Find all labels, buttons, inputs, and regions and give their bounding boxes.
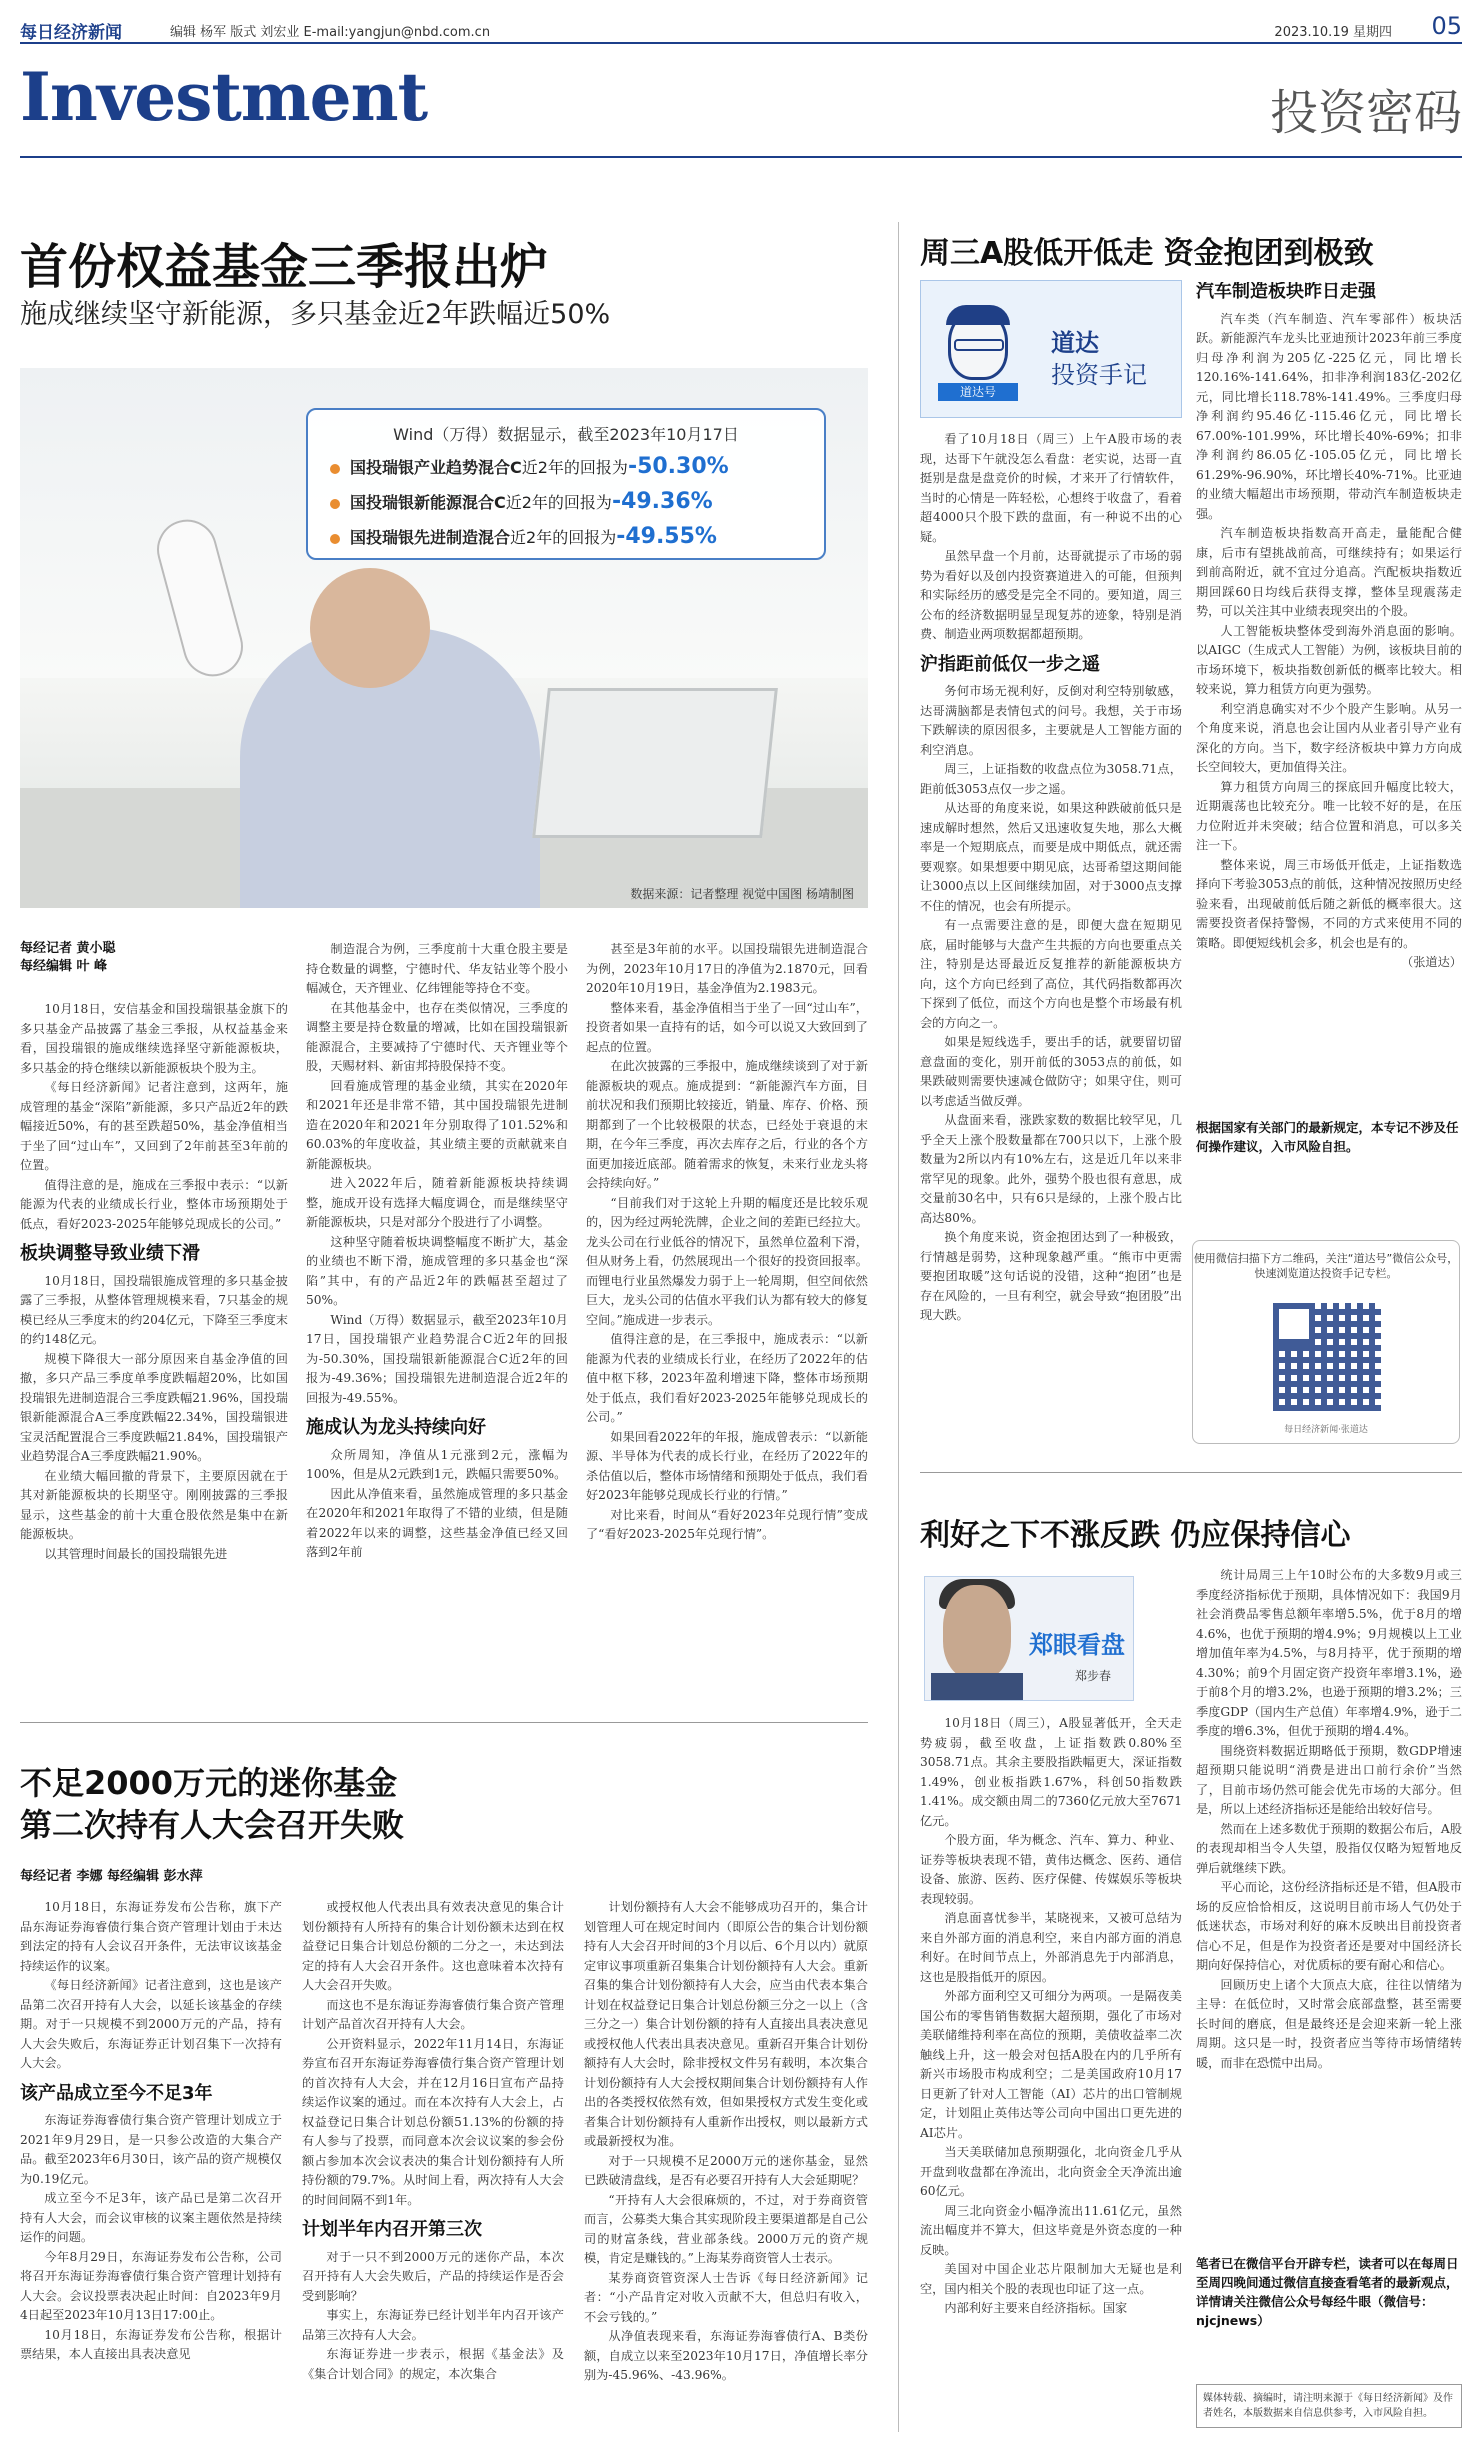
infobox-row: [330, 489, 713, 514]
paragraph: 从达哥的角度来说，如果这种跌破前低只是速成解时想然，然后又迅速收复失地，那么大概率是一个短期底点，而要是成中期低点，就还需要观察。如果想要中期见底，达哥希望这期间能让3000点以上区间继续加固，对于3000点支撑不住的情况，也会有所提示。: [920, 801, 1182, 913]
qr-instructions: 使用微信扫描下方二维码，关注“道达号”微信公众号，快速浏览道达投资手记专栏。: [1193, 1252, 1459, 1280]
paragraph: 消息面喜忧参半，某晓视来，又被可总结为来自外部方面的消息利空，来自内部方面的消息利好。在时间节点上，外部消息先于内部消息，这也是股指低开的原因。: [920, 1911, 1182, 1984]
avatar-glasses: [954, 339, 1004, 351]
column-subname: 投资手记: [1051, 361, 1147, 389]
column-logo-daoda: [920, 280, 1182, 418]
article-divider: [20, 1722, 868, 1723]
second-column-3: [584, 1898, 868, 2438]
paragraph: 整体来看，基金净值相当于坐了一回“过山车”，投资者如果一直持有的话，如今可以说又大致回到了起点的位置。: [586, 1000, 868, 1054]
lead-column-1: [20, 1000, 288, 1700]
subheading: 该产品成立至今不足3年: [20, 2082, 213, 2104]
subheading: 板块调整导致业绩下滑: [20, 1243, 200, 1264]
paragraph: 利空消息确实对不少个股产生影响。从另一个角度来说，消息也会让国内从业者引导产业有深化的方向。当下，数字经济板块中算力方向成长空间较大，更加值得关注。: [1196, 701, 1462, 774]
author-wechat-note: 笔者已在微信平台开辟专栏，读者可以在每周日至周四晚间通过微信直接查看笔者的最新观点，详情请关注微信公众号每经牛眼（微信号：njcjnews）: [1196, 2256, 1459, 2328]
return-label: 近2年的回报为: [521, 458, 628, 477]
article-divider: [920, 1472, 1462, 1473]
paragraph: 10月18日，东海证券发布公告称，根据计票结果，本人直接出具表决意见: [20, 2327, 282, 2361]
avatar-tag: 道达号: [938, 383, 1018, 401]
paragraph: 在此次披露的三季报中，施成继续谈到了对于新能源板块的观点。施成提到：“新能源汽车方面，目前状况和我们预期比较接近，销量、库存、价格、预期都到了一个比较极限的状态，已经处于衰退的末期，在今年三季度，再次去库存之后，行业的各个方面更加接近底部。随着需求的恢复，未来行业龙头将会持续向好。”: [586, 1059, 868, 1190]
second-byline: 每经记者 李娜 每经编辑 彭水萍: [20, 1869, 203, 1884]
paragraph: 对于一只规模不足2000万元的迷你基金，显然已跌破清盘线，是否有必要召开持有人大会延期呢？: [584, 2153, 868, 2187]
photo-caption: 数据来源：记者整理 视觉中国图 杨靖制图: [630, 887, 854, 901]
second-headline: [20, 1762, 404, 1846]
paragraph: 汽车制造板块指数高开高走，量能配合健康，后市有望挑战前高，可继续持有；如果运行到前高附近，就不宜过分追高。汽配板块指数近期回踩60日均线后获得支撑，整体呈现震荡走势，可以关注其中业绩表现突出的个股。: [1196, 526, 1462, 618]
paragraph: 值得注意的是，施成在三季报中表示：“以新能源为代表的业绩成长行业，整体市场预期处于低点，看好2023-2025年能够兑现成长的公司。”: [20, 1177, 288, 1231]
subheading: 计划半年内召开第三次: [302, 2219, 482, 2240]
paragraph: 周三，上证指数的收盘点位为3058.71点，距前低3053点仅一步之遥。: [920, 762, 1182, 796]
paragraph: 这种坚守随着板块调整幅度不断扩大，基金的业绩也不断下滑，施成管理的多只基金也“深陷”其中，有的产品近2年的跌幅甚至超过了50%。: [306, 1234, 568, 1307]
paragraph: 当天美联储加息预期强化，北向资金几乎从开盘到收盘都在净流出，北向资金全天净流出逾60亿元。: [920, 2145, 1182, 2198]
lead-column-3: [586, 940, 868, 1700]
paragraph: 或授权他人代表出具有效表决意见的集合计划份额持有人所持有的集合计划份额未达到在权益登记日集合计划总份额的二分之一，未达到法定的持有人大会召开条件。这也意味着本次持有人大会召开失败。: [302, 1900, 564, 1992]
paragraph: 从盘面来看，涨跌家数的数据比较罕见，几乎全天上涨个股数量都在700只以下，上涨个股数量为2所以内有10%左右，这是近几年以来非常罕见的现象。此外，强势个股也很有意思，成交量前30名中，只有6只是绿的，上涨个股占比高达80%。: [920, 1113, 1182, 1225]
paragraph: 个股方面，华为概念、汽车、算力、种业、证券等板块表现不错，黄伟达概念、医药、通信设备、旅游、医药、医疗保健、传媒娱乐等板块表现较弱。: [920, 1833, 1182, 1906]
section-title-en: Investment: [20, 58, 428, 136]
laptop-illustration: [532, 688, 778, 838]
column-name: 道达: [1051, 329, 1099, 357]
subheading: 汽车制造板块昨日走强: [1196, 282, 1376, 302]
paragraph: 制造混合为例，三季度前十大重仓股主要是持仓数量的调整，宁德时代、华友钴业等个股小幅减仓，天齐锂业、亿纬锂能等持仓不变。: [306, 942, 568, 995]
paragraph: 成立至今不足3年，该产品已是第二次召开持有人大会，而会议审核的议案主题依然是持续运作的问题。: [20, 2191, 282, 2244]
wechat-qr-panel: [1192, 1240, 1460, 1444]
fund-returns-infobox: [306, 408, 826, 560]
paragraph: 围绕资料数据近期略低于预期，数GDP增速超预期只能说明“消费是进出口前行余价”当然了，目前市场仍然可能会优先市场的大部分。但是，所以上述经济指标还是能给出较好信号。: [1196, 1743, 1462, 1816]
paragraph: 对于一只不到2000万元的迷你产品，本次召开持有人大会失败后，产品的持续运作是否会受到影响？: [302, 2249, 564, 2303]
reprint-note: 媒体转载、摘编时，请注明来源于《每日经济新闻》及作者姓名，本版数据来自信息供参考，入市风险自担。: [1196, 2384, 1462, 2428]
paragraph: 汽车类（汽车制造、汽车零部件）板块活跃。新能源汽车龙头比亚迪预计2023年前三季度归母净利润为205亿-225亿元，同比增长120.16%-141.64%，扣非净利润183亿-202亿元，同比增长118.78%-141.49%。三季度归母净利润约95.46亿-115.46亿元，同比增长67.00%-101.99%，环比增长40%-69%；扣非净利润约86.05亿-105.05亿元，同比增长61.29%-96.90%，环比增长40%-71%。比亚迪的业绩大幅超出市场预期，带动汽车制造板块走强。: [1196, 311, 1462, 521]
avatar-hair: [946, 305, 1010, 325]
bullet-dot-icon: [330, 534, 340, 544]
paragraph: 看了10月18日（周三）上午A股市场的表现，达哥下午就没怎么看盘：老实说，达哥一直挺别是盘是盘竞价的时候，才来开了行情软件，当时的心情是一阵轻松，心想终于收盘了，看着超4000只个股下跌的盘面，有一种说不出的心疑。: [920, 432, 1182, 544]
paragraph: 在业绩大幅回撤的背景下，主要原因就在于其对新能源板块的长期坚守。刚刚披露的三季报显示，这些基金的前十大重仓股依然是集中在新能源板块。: [20, 1468, 288, 1541]
paragraph: 平心而论，这份经济指标还是不错，但A股市场的反应恰恰相反，这说明目前市场人气仍处于低迷状态，市场对利好的麻木反映出目前投资者信心不足，但是作为投资者还是要对中国经济长期向好保持信心，对优质标的要有耐心和信心。: [1196, 1880, 1462, 1972]
paragraph: 统计局周三上午10时公布的大多数9月或三季度经济指标优于预期，具体情况如下：我国9月社会消费品零售总额年率增5.5%，优于8月的增4.6%，也优于预期的增4.9%；9月规模以上工业增加值年率为4.5%，与8月持平，优于预期的增4.30%；前9个月固定资产投资年率增3.1%，逊于前8个月的增3.2%，也逊于预期的增3.2%；三季度GDP（国内生产总值）年率增4.9%，逊于二季度的增6.3%，但优于预期的增4.4%。: [1196, 1568, 1462, 1738]
column-separator: [898, 222, 899, 2432]
paragraph: 外部方面利空又可细分为两项。一是隔夜美国公布的零售销售数据大超预期，强化了市场对美联储维持利率在高位的预期，美债收益率二次触线上升，这一般会对包括A股在内的几乎所有新兴市场股市构成利空；二是美国政府10月17日更新了针对人工智能（AI）芯片的出口管制规定，计划阻止英伟达等公司向中国出口更先进的AI芯片。: [920, 1989, 1182, 2140]
paragraph: 今年8月29日，东海证券发布公告称，公司将召开东海证券海睿债行集合资产管理计划持有人大会。会议投票表决起止时间：自2023年9月4日起至2023年10月13日17:00止。: [20, 2249, 282, 2322]
editor: 每经编辑 叶 峰: [20, 959, 108, 974]
paragraph: 因此从净值来看，虽然施成管理的多只基金在2020年和2021年取得了不错的业绩，但是随着2022年以来的调整，这些基金净值已经又回落到2年前: [306, 1486, 568, 1559]
page-header: [20, 14, 1462, 44]
right-top-column-1: [920, 430, 1182, 1410]
lead-byline: [20, 940, 116, 976]
issue-date: 2023.10.19 星期四: [1274, 25, 1392, 40]
subheading: 沪指距前低仅一步之遥: [920, 653, 1100, 675]
paragraph: 10月18日（周三），A股显著低开，全天走势疲弱，截至收盘，上证指数跌0.80%至3058.71点。其余主要股指跌幅更大，深证指数1.49%，创业板指跌1.67%，科创50指数跌1.41%。成交额由周二的7360亿元放大至7671亿元。: [920, 1716, 1182, 1828]
lead-headline: 首份权益基金三季报出炉: [20, 239, 549, 295]
qr-code-icon[interactable]: [1273, 1303, 1381, 1411]
infobox-row: [330, 454, 729, 479]
page-number: 05: [1431, 12, 1462, 40]
second-column-1: [20, 1898, 282, 2438]
reporter: 每经记者 黄小聪: [20, 941, 116, 956]
paragraph: “开持有人大会很麻烦的，不过，对于券商资管而言，公募类大集合其实现阶段主要渠道都是自己公司的财富条线，营业部条线。2000万元的资产规模，肯定是赚钱的。”上海某券商资管人士表示。: [584, 2192, 868, 2265]
paragraph: 值得注意的是，在三季报中，施成表示：“以新能源为代表的业绩成长行业，在经历了2022年的估值中枢下移，2023年盈利增速下降，整体市场预期处于低点，我们看好2023-2025年能够兑现成长的公司。”: [586, 1332, 868, 1424]
paragraph: 内部利好主要来自经济指标。国家: [944, 2301, 1128, 2315]
paragraph: 周三北向资金小幅净流出11.61亿元，虽然流出幅度并不算大，但这毕竟是外资态度的一种反映。: [920, 2203, 1182, 2257]
fund-name: 国投瑞银新能源混合C: [350, 493, 506, 512]
paragraph: 某券商资管资深人士告诉《每日经济新闻》记者：“小产品肯定对收入贡献不大，但总归有收入，不会亏钱的。”: [584, 2270, 868, 2324]
paragraph: 10月18日，东海证券发布公告称，旗下产品东海证券海睿债行集合资产管理计划由于未达到法定的持有人会议召开条件，无法审议该基金持续运作的议案。: [20, 1900, 282, 1973]
paragraph: Wind（万得）数据显示，截至2023年10月17日，国投瑞银产业趋势混合C近2年的回报为-50.30%，国投瑞银新能源混合C近2年的回报为-49.36%；国投瑞银先进制造混合近2年的回报为-49.55%。: [306, 1312, 568, 1405]
paragraph: 而这也不是东海证券海睿债行集合资产管理计划产品首次召开持有人大会。: [302, 1997, 564, 2031]
paragraph: 虽然早盘一个月前，达哥就提示了市场的弱势为看好以及创内投资赛道进入的可能，但预判和实际经历的感受是完全不同的。要知道，周三公布的经济数据明显呈现复苏的迹象，特别是消费、制造业两项数据都超预期。: [920, 549, 1182, 641]
fund-name: 国投瑞银先进制造混合: [350, 528, 511, 547]
bullet-dot-icon: [330, 499, 340, 509]
paragraph: 公开资料显示，2022年11月14日，东海证券宣布召开东海证券海睿债行集合资产管理计划的首次持有人大会，并在12月16日宣布产品持续运作议案的通过。而在本次持有人大会上，占权益登记日集合计划总份额51.13%的份额的持有人参与了投票，而同意本次会议议案的参会份额占参加本次会议表决的集合计划份额持有人所持份额的79.7%。从时间上看，两次持有人大会的时间间隔不到1年。: [302, 2036, 564, 2207]
return-label: 近2年的回报为: [510, 528, 617, 547]
right-top-column-2: [1196, 282, 1462, 1112]
paragraph: 《每日经济新闻》记者注意到，这两年，施成管理的基金“深陷”新能源，多只产品近2年的跌幅接近50%，有的甚至跌超50%，基金净值相当于坐了回“过山车”，又回到了2年前甚至3年前的位置。: [20, 1080, 288, 1172]
second-column-2: [302, 1898, 564, 2438]
paragraph: 在其他基金中，也存在类似情况，三季度的调整主要是持仓数量的增减，比如在国投瑞银新能源混合，主要减持了宁德时代、天齐锂业等个股，天赐材料、新宙邦持股保持不变。: [306, 1000, 568, 1073]
lead-column-2: [306, 940, 568, 1700]
paragraph: 如果回看2022年的年报，施成曾表示：“以新能源、半导体为代表的成长行业，在经历了2022年的杀估值以后，整体市场情绪和预期处于低点，我们看好2023年能够兑现成长行业的行情。”: [586, 1429, 868, 1502]
column-logo-zheng: [924, 1576, 1134, 1701]
paragraph: 《每日经济新闻》记者注意到，这也是该产品第二次召开持有人大会，以延长该基金的存续期。对于一只规模不到2000万元的产品，持有人大会失败后，东海证券正计划召集下一次持有人大会。: [20, 1978, 282, 2070]
infobox-row: [330, 524, 717, 549]
paragraph: 有一点需要注意的是，即便大盘在短期见底，届时能够与大盘产生共振的方向也要重点关注，特别是达哥最近反复推荐的新能源板块方向，这个方向已经到了高位，其代码指数都再次下探到了低位，而这个方向也是整个市场最有机会的方向之一。: [920, 918, 1182, 1030]
paragraph: 回顾历史上诸个大顶点大底，往往以情绪为主导：在低位时，又时常会底部盘整，甚至需要长时间的磨底，但是最终还是会迎来新一轮上涨周期。这只是一时，投资者应当等待市场情绪转暖，而非在恐慌中出局。: [1196, 1977, 1462, 2070]
paragraph: 众所周知，净值从1元涨到2元，涨幅为100%，但是从2元跌到1元，跌幅只需要50%。: [306, 1447, 568, 1481]
paragraph: 算力租赁方向周三的探底回升幅度比较大，近期震荡也比较充分。唯一比较不好的是，在压力位附近并未突破；结合位置和消息，可以多关注一下。: [1196, 779, 1462, 852]
fund-name: 国投瑞银产业趋势混合C: [350, 458, 522, 477]
paragraph: 然而在上述多数优于预期的数据公布后，A股的表现却相当令人失望，股指仅仅略为短暂地反弹后就继续下跌。: [1196, 1821, 1462, 1875]
daoda-avatar-icon: [938, 305, 1018, 399]
headline-line: 第二次持有人大会召开失败: [20, 1806, 405, 1844]
paragraph: 如果是短线选手，要出手的话，就要留切留意盘面的变化，别开前低的3053点的前低，如果跌破则需要快速减仓做防守；如果守住，则可以考虑适当做反弹。: [920, 1035, 1182, 1108]
paragraph: 以其管理时间最长的国投瑞银先进: [44, 1546, 228, 1561]
author-signature: （张道达）: [1401, 955, 1462, 969]
paragraph: 事实上，东海证券已经计划半年内召开该产品第三次持有人大会。: [302, 2308, 564, 2342]
return-label: 近2年的回报为: [505, 493, 612, 512]
paragraph: 换个角度来说，资金抱团达到了一种极致，行情越是弱势，这种现象越严重。“熊市中更需要抱团取暖”这句话说的没错，这种“抱团”也是存在风险的，一旦有利空，就会导致“抱团股”出现大跌。: [920, 1230, 1182, 1322]
bullet-dot-icon: [330, 464, 340, 474]
qr-footer: 每日经济新闻·张道达: [1284, 1425, 1368, 1435]
section-title-cn: 投资密码: [1269, 85, 1462, 141]
paragraph: 回看施成管理的基金业绩，其实在2020年和2021年还是非常不错，其中国投瑞银先进制造在2020年和2021年分别取得了101.52%和60.03%的年度收益，其业绩主要的贡献就来自新能源板块。: [306, 1078, 568, 1171]
paragraph: “目前我们对于这轮上升期的幅度还是比较乐观的，因为经过两轮洗牌，企业之间的差距已经拉大。龙头公司在行业低谷的情况下，虽然单位盈利下滑，但从财务上看，仍然展现出一个很好的投资回报率。而锂电行业虽然爆发力弱于上一轮周期，但空间依然巨大，龙头公司的估值水平我们认为都有较大的修复空间。”施成进一步表示。: [586, 1195, 868, 1327]
paragraph: 东海证券海睿债行集合资产管理计划成立于2021年9月29日，是一只参公改造的大集合产品。截至2023年6月30日，该产品的资产规模仅为0.19亿元。: [20, 2113, 282, 2186]
paragraph: 美国对中国企业芯片限制加大无疑也是利空，国内相关个股的表现也印证了这一点。: [920, 2262, 1182, 2296]
author-shirt: [931, 1673, 1023, 1701]
paragraph: 对比来看，时间从“看好2023年兑现行情”变成了“看好2023-2025年兑现行情”。: [586, 1507, 868, 1541]
paragraph: 进入2022年后，随着新能源板块持续调整，施成开设有选择大幅度调仓，而是继续坚守新能源板块，只是对部分个股进行了小调整。: [306, 1176, 568, 1229]
column-name: 郑眼看盘: [1029, 1631, 1125, 1659]
paragraph: 10月18日，安信基金和国投瑞银基金旗下的多只基金产品披露了基金三季报，从权益基金来看，国投瑞银的施成继续选择坚守新能源板块，多只基金的持仓继续以新能源板块个股为主。: [20, 1002, 288, 1075]
right-bottom-column-1: [920, 1714, 1182, 2438]
author-portrait-icon: [943, 1585, 1011, 1679]
paragraph: 规模下降很大一部分原因来自基金净值的回撤，多只产品三季度单季度跌幅超20%，比如国投瑞银先进制造混合三季度跌幅21.96%，国投瑞银新能源混合A三季度跌幅22.34%，国投瑞银进宝灵活配置混合三季度跌幅21.84%，国投瑞银产业趋势混合A三季度跌幅21.90%。: [20, 1351, 288, 1463]
paragraph: 务何市场无视利好，反倒对利空特别敏感，达哥满脑都是表情包式的问号。我想，关于市场下跌解读的原因很多，主要就是人工智能方面的利空消息。: [920, 684, 1182, 757]
right-bottom-column-2: [1196, 1566, 1462, 2246]
paragraph: 人工智能板块整体受到海外消息面的影响。以AIGC（生成式人工智能）为例，该板块目前的市场环境下，板块指数创新低的概率比较大。相较来说，算力租赁方向更为强势。: [1196, 623, 1462, 696]
infobox-heading: Wind（万得）数据显示，截至2023年10月17日: [393, 425, 739, 444]
section-divider: [20, 156, 1462, 158]
return-value: -49.55%: [616, 524, 717, 549]
paragraph: 从净值表现来看，东海证券海睿债行A、B类份额，自成立以来至2023年10月17日，净值增长率分别为-45.96%、-43.96%。: [584, 2329, 868, 2382]
newspaper-brand: 每日经济新闻: [20, 23, 122, 43]
column-author: 郑步春: [1075, 1669, 1112, 1683]
lead-subheadline: 施成继续坚守新能源，多只基金近2年跌幅近50%: [20, 299, 611, 330]
headline-line: 不足2000万元的迷你基金: [20, 1764, 398, 1802]
paragraph: 整体来说，周三市场低开低走，上证指数选择向下考验3053点的前低，这种情况按照历史经验来看，出现破前低后随之新低的概率很大。这需要投资者保持警惕，不同的方式来使用不同的策略。即便短线机会多，机会也是有的。: [1196, 857, 1462, 950]
right-top-headline: 周三A股低开低走 资金抱团到极致: [920, 236, 1374, 271]
disclaimer: 根据国家有关部门的最新规定，本专记不涉及任何操作建议，入市风险自担。: [1196, 1120, 1459, 1154]
return-value: -49.36%: [611, 489, 713, 514]
paragraph: 甚至是3年前的水平。以国投瑞银先进制造混合为例，2023年10月17日的净值为2.1870元，回看2020年10月19日，基金净值为2.1983元。: [586, 942, 868, 995]
worried-man-head: [310, 568, 430, 688]
right-bottom-headline: 利好之下不涨反跌 仍应保持信心: [920, 1518, 1351, 1553]
return-value: -50.30%: [627, 454, 729, 479]
subheading: 施成认为龙头持续向好: [306, 1417, 486, 1438]
paragraph: 10月18日，国投瑞银施成管理的多只基金披露了三季报，从整体管理规模来看，7只基金的规模已经从三季度末的约204亿元，下降至三季度末的约148亿元。: [20, 1273, 288, 1346]
paragraph: 计划份额持有人大会不能够成功召开的，集合计划管理人可在规定时间内（即原公告的集合计划份额持有人大会召开时间的3个月以后、6个月以内）就原定审议事项重新召集集合计划份额持有人大会。重新召集的集合计划份额持有人大会，应当由代表本集合计划在权益登记日集合计划总份额三分之一以上（含三分之一）集合计划份额的持有人直接出具表决意见或授权他人代表出具表决意见。重新召开集合计划份额持有人大会时，除非授权文件另有载明，本次集合计划份额持有人大会授权期间集合计划份额持有人作出的各类授权依然有效，但如果授权方式发生变化或者集合计划份额持有人重新作出授权，则以最新方式或最新授权为准。: [584, 1900, 868, 2148]
paragraph: 东海证券进一步表示，根据《基金法》及《集合计划合同》的规定，本次集合: [302, 2347, 564, 2381]
editor-credits: 编辑 杨军 版式 刘宏业 E-mail:yangjun@nbd.com.cn: [170, 25, 491, 40]
